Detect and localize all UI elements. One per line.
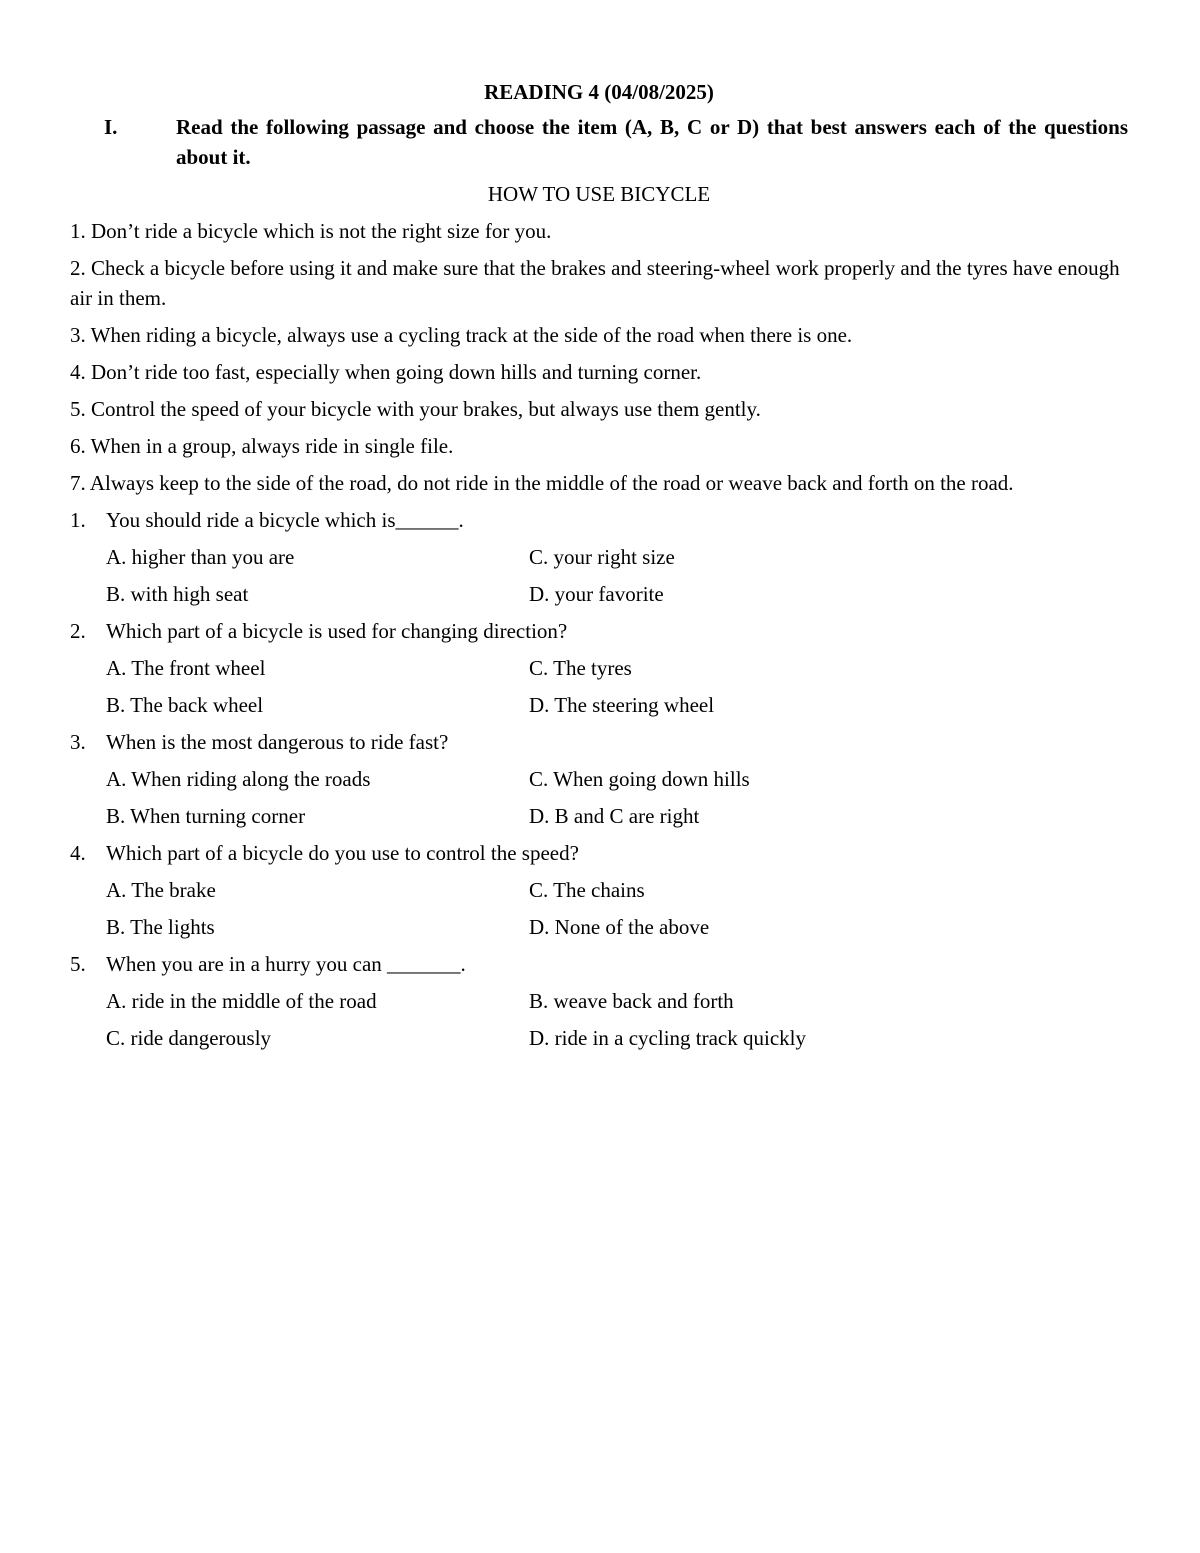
question-text: Which part of a bicycle is used for changing direction?: [106, 619, 568, 643]
section-instruction: Read the following passage and choose the item (A, B, C or D) that best answers each of the questions about it.: [176, 115, 1128, 169]
question-4-options: [70, 875, 1128, 942]
passage-rule: 7. Always keep to the side of the road, do not ride in the middle of the road or weave back and forth on the road.: [70, 471, 1014, 495]
answer-option: B. weave back and forth: [529, 989, 734, 1013]
question-3-options: [70, 764, 1128, 831]
document-title: READING 4 (04/08/2025): [484, 80, 714, 104]
answer-option: D. your favorite: [529, 582, 664, 606]
passage-rule: 4. Don’t ride too fast, especially when going down hills and turning corner.: [70, 360, 702, 384]
section-heading: [70, 112, 1128, 172]
answer-option: D. The steering wheel: [529, 693, 715, 717]
section-number: I.: [104, 115, 118, 139]
passage-rules: [70, 216, 1128, 498]
question-3: [70, 727, 1128, 757]
answer-option: A. The brake: [106, 878, 216, 902]
passage-rule: 6. When in a group, always ride in single file.: [70, 434, 454, 458]
question-5: [70, 949, 1128, 979]
answer-option: B. with high seat: [106, 582, 249, 606]
answer-option: C. ride dangerously: [106, 1026, 272, 1050]
answer-option: C. your right size: [529, 545, 675, 569]
question-number: 3.: [70, 730, 86, 754]
passage-rule: 3. When riding a bicycle, always use a cycling track at the side of the road when there is one.: [70, 323, 853, 347]
answer-option: C. When going down hills: [529, 767, 750, 791]
answer-option: A. The front wheel: [106, 656, 266, 680]
passage-rule: 2. Check a bicycle before using it and make sure that the brakes and steering-wheel work properly and the tyres have enough air in them.: [70, 256, 1120, 310]
answer-option: B. When turning corner: [106, 804, 306, 828]
question-4: [70, 838, 1128, 868]
worksheet-page: [70, 78, 1128, 1060]
question-5-options: [70, 986, 1128, 1053]
question-text: When is the most dangerous to ride fast?: [106, 730, 449, 754]
answer-option: A. ride in the middle of the road: [106, 989, 377, 1013]
answer-option: D. ride in a cycling track quickly: [529, 1026, 806, 1050]
passage-title: HOW TO USE BICYCLE: [487, 182, 711, 206]
question-text: When you are in a hurry you can _______.: [106, 952, 466, 976]
question-2: [70, 616, 1128, 646]
question-1: [70, 505, 1128, 535]
answer-option: D. None of the above: [529, 915, 710, 939]
answer-option: B. The back wheel: [106, 693, 264, 717]
answer-option: C. The chains: [529, 878, 645, 902]
passage-rule: 1. Don’t ride a bicycle which is not the right size for you.: [70, 219, 552, 243]
answer-option: A. higher than you are: [106, 545, 295, 569]
question-text: You should ride a bicycle which is______.: [106, 508, 464, 532]
question-text: Which part of a bicycle do you use to control the speed?: [106, 841, 579, 865]
answer-option: A. When riding along the roads: [106, 767, 371, 791]
question-1-options: [70, 542, 1128, 609]
question-2-options: [70, 653, 1128, 720]
question-number: 4.: [70, 841, 86, 865]
question-number: 2.: [70, 619, 86, 643]
passage-rule: 5. Control the speed of your bicycle with your brakes, but always use them gently.: [70, 397, 761, 421]
answer-option: D. B and C are right: [529, 804, 700, 828]
answer-option: C. The tyres: [529, 656, 632, 680]
question-number: 5.: [70, 952, 86, 976]
answer-option: B. The lights: [106, 915, 215, 939]
question-number: 1.: [70, 508, 86, 532]
